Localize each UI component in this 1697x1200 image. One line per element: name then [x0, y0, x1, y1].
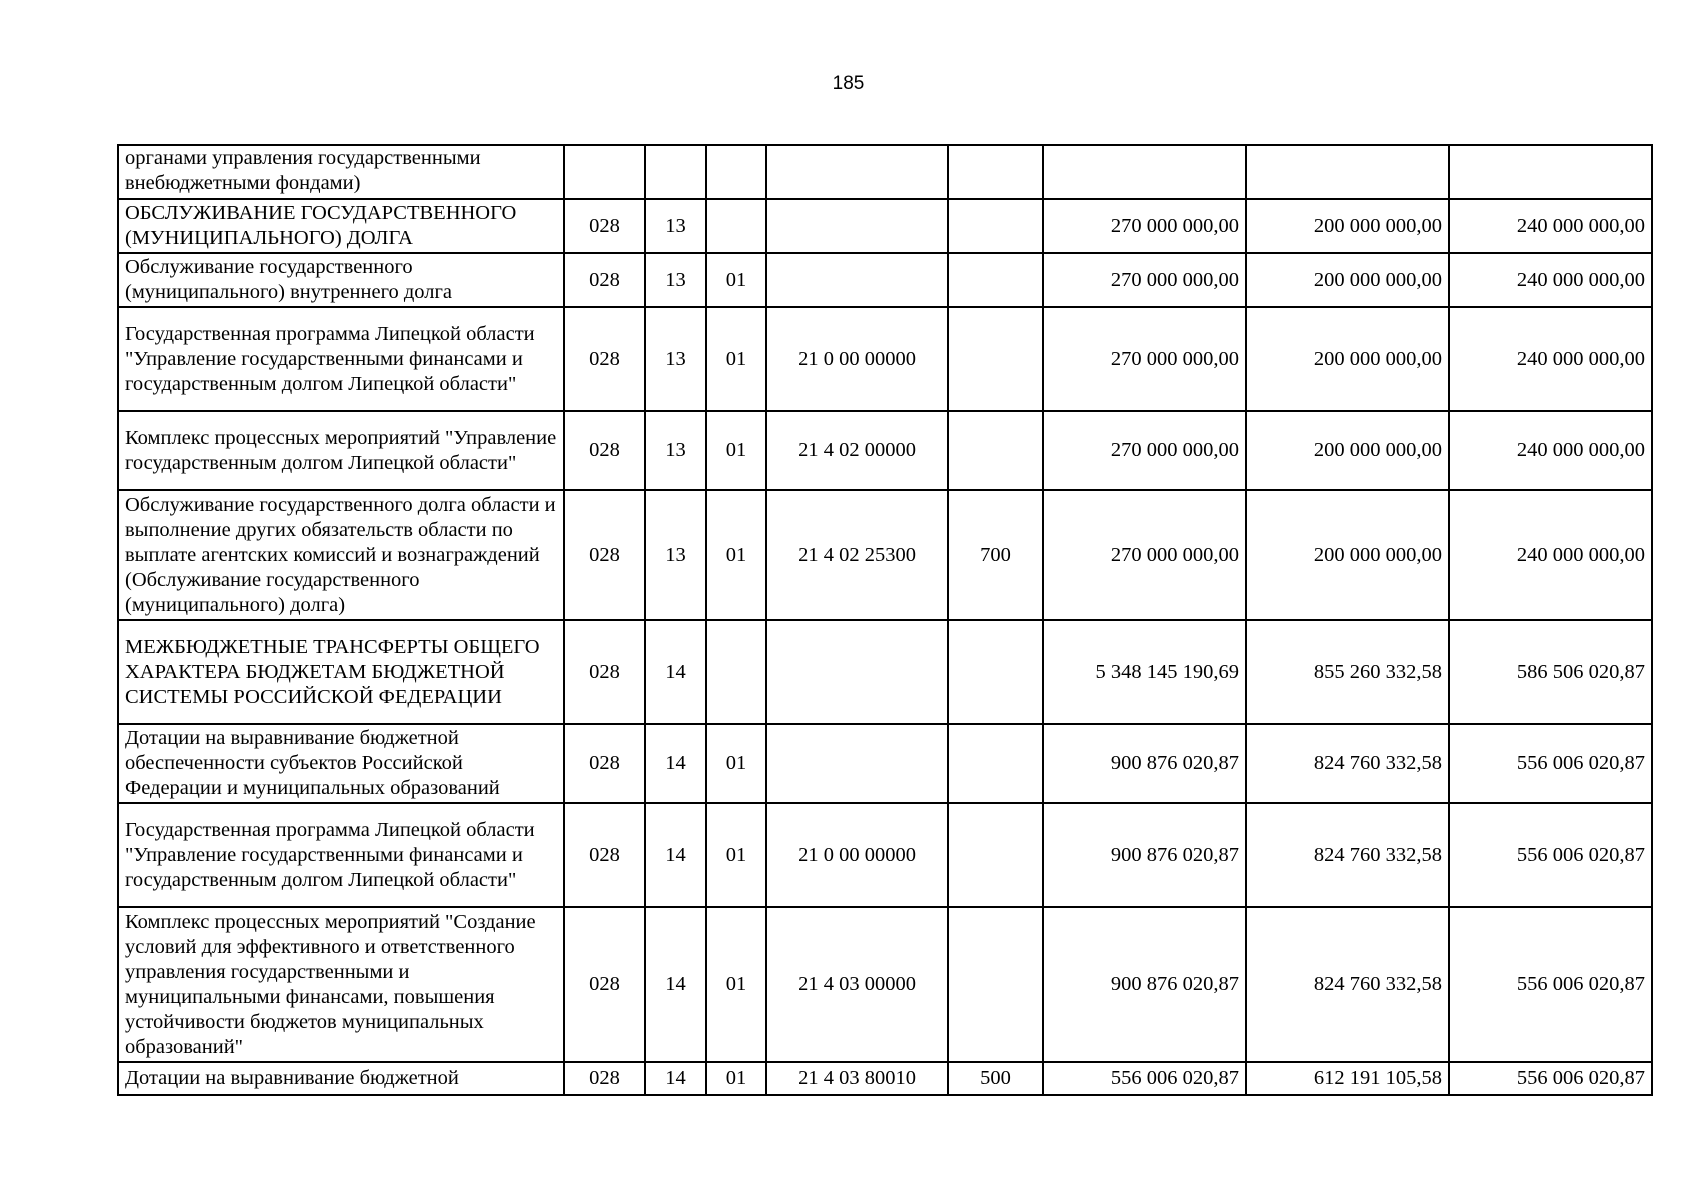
- cell-csr: 21 0 00 00000: [766, 803, 948, 907]
- cell-vr: 700: [948, 490, 1043, 620]
- cell-rz: [645, 145, 706, 199]
- cell-amount-2: 200 000 000,00: [1246, 411, 1449, 490]
- cell-gr: [564, 145, 645, 199]
- cell-amount-2: 200 000 000,00: [1246, 199, 1449, 253]
- cell-vr: [948, 724, 1043, 803]
- cell-amount-3: 240 000 000,00: [1449, 253, 1652, 307]
- budget-table: [117, 144, 1653, 1096]
- cell-amount-2: 200 000 000,00: [1246, 307, 1449, 411]
- row-name: ОБСЛУЖИВАНИЕ ГОСУДАРСТВЕННОГО (МУНИЦИПАЛЬНОГО) ДОЛГА: [118, 199, 564, 253]
- cell-gr: 028: [564, 1062, 645, 1095]
- cell-amount-3: 556 006 020,87: [1449, 907, 1652, 1062]
- cell-csr: 21 0 00 00000: [766, 307, 948, 411]
- cell-vr: [948, 803, 1043, 907]
- cell-pr: 01: [706, 803, 766, 907]
- table-row: [118, 145, 1652, 199]
- cell-pr: 01: [706, 411, 766, 490]
- cell-gr: 028: [564, 199, 645, 253]
- cell-csr: 21 4 02 00000: [766, 411, 948, 490]
- cell-amount-3: 556 006 020,87: [1449, 803, 1652, 907]
- cell-rz: 13: [645, 199, 706, 253]
- cell-amount-2: 824 760 332,58: [1246, 724, 1449, 803]
- cell-gr: 028: [564, 907, 645, 1062]
- cell-rz: 14: [645, 803, 706, 907]
- cell-amount-3: 586 506 020,87: [1449, 620, 1652, 724]
- cell-amount-1: 900 876 020,87: [1043, 724, 1246, 803]
- cell-amount-3: 556 006 020,87: [1449, 1062, 1652, 1095]
- cell-vr: 500: [948, 1062, 1043, 1095]
- row-name: Дотации на выравнивание бюджетной обеспеченности субъектов Российской Федерации и муниципальных образований: [118, 724, 564, 803]
- cell-rz: 13: [645, 411, 706, 490]
- row-name: МЕЖБЮДЖЕТНЫЕ ТРАНСФЕРТЫ ОБЩЕГО ХАРАКТЕРА БЮДЖЕТАМ БЮДЖЕТНОЙ СИСТЕМЫ РОССИЙСКОЙ ФЕДЕРАЦИИ: [118, 620, 564, 724]
- cell-gr: 028: [564, 620, 645, 724]
- cell-vr: [948, 411, 1043, 490]
- cell-amount-3: 240 000 000,00: [1449, 490, 1652, 620]
- cell-vr: [948, 307, 1043, 411]
- cell-gr: 028: [564, 724, 645, 803]
- table-row: [118, 253, 1652, 307]
- cell-csr: [766, 145, 948, 199]
- cell-gr: 028: [564, 411, 645, 490]
- cell-amount-1: 270 000 000,00: [1043, 411, 1246, 490]
- table-row: [118, 620, 1652, 724]
- row-name: Дотации на выравнивание бюджетной: [118, 1062, 564, 1095]
- cell-csr: [766, 620, 948, 724]
- cell-amount-1: [1043, 145, 1246, 199]
- cell-amount-2: 612 191 105,58: [1246, 1062, 1449, 1095]
- table-row: [118, 803, 1652, 907]
- cell-pr: [706, 620, 766, 724]
- cell-gr: 028: [564, 803, 645, 907]
- cell-amount-1: 270 000 000,00: [1043, 307, 1246, 411]
- table-row: [118, 724, 1652, 803]
- cell-amount-3: 240 000 000,00: [1449, 411, 1652, 490]
- cell-csr: [766, 253, 948, 307]
- cell-rz: 14: [645, 724, 706, 803]
- cell-amount-1: 556 006 020,87: [1043, 1062, 1246, 1095]
- table-row: [118, 1062, 1652, 1095]
- table-row: [118, 307, 1652, 411]
- cell-rz: 14: [645, 907, 706, 1062]
- row-name: органами управления государственными внебюджетными фондами): [118, 145, 564, 199]
- page-number: 185: [832, 73, 865, 94]
- cell-amount-3: 240 000 000,00: [1449, 307, 1652, 411]
- cell-amount-1: 900 876 020,87: [1043, 907, 1246, 1062]
- cell-rz: 13: [645, 490, 706, 620]
- cell-gr: 028: [564, 490, 645, 620]
- cell-amount-1: 5 348 145 190,69: [1043, 620, 1246, 724]
- cell-pr: 01: [706, 307, 766, 411]
- cell-vr: [948, 907, 1043, 1062]
- cell-csr: [766, 724, 948, 803]
- cell-rz: 14: [645, 620, 706, 724]
- cell-rz: 13: [645, 253, 706, 307]
- row-name: Комплекс процессных мероприятий "Управление государственным долгом Липецкой области": [118, 411, 564, 490]
- cell-pr: 01: [706, 1062, 766, 1095]
- cell-amount-2: 200 000 000,00: [1246, 253, 1449, 307]
- cell-pr: 01: [706, 907, 766, 1062]
- cell-gr: 028: [564, 307, 645, 411]
- cell-vr: [948, 199, 1043, 253]
- cell-amount-2: 200 000 000,00: [1246, 490, 1449, 620]
- table-row: [118, 907, 1652, 1062]
- cell-gr: 028: [564, 253, 645, 307]
- cell-csr: [766, 199, 948, 253]
- cell-amount-3: [1449, 145, 1652, 199]
- cell-amount-3: 240 000 000,00: [1449, 199, 1652, 253]
- cell-amount-2: 855 260 332,58: [1246, 620, 1449, 724]
- row-name: Государственная программа Липецкой области "Управление государственными финансами и государственным долгом Липецкой области": [118, 307, 564, 411]
- cell-amount-2: [1246, 145, 1449, 199]
- cell-amount-1: 270 000 000,00: [1043, 199, 1246, 253]
- row-name: Государственная программа Липецкой области "Управление государственными финансами и государственным долгом Липецкой области": [118, 803, 564, 907]
- cell-csr: 21 4 02 25300: [766, 490, 948, 620]
- cell-amount-3: 556 006 020,87: [1449, 724, 1652, 803]
- cell-pr: 01: [706, 253, 766, 307]
- cell-vr: [948, 253, 1043, 307]
- table-row: [118, 411, 1652, 490]
- table-row: [118, 199, 1652, 253]
- cell-vr: [948, 145, 1043, 199]
- cell-pr: 01: [706, 724, 766, 803]
- cell-amount-2: 824 760 332,58: [1246, 907, 1449, 1062]
- cell-csr: 21 4 03 00000: [766, 907, 948, 1062]
- cell-amount-1: 270 000 000,00: [1043, 253, 1246, 307]
- cell-amount-2: 824 760 332,58: [1246, 803, 1449, 907]
- row-name: Комплекс процессных мероприятий "Создание условий для эффективного и ответственного управления государственными и муниципальными финансами, повышения устойчивости бюджетов муниципальных образований": [118, 907, 564, 1062]
- cell-rz: 13: [645, 307, 706, 411]
- cell-pr: [706, 145, 766, 199]
- table-row: [118, 490, 1652, 620]
- cell-amount-1: 270 000 000,00: [1043, 490, 1246, 620]
- cell-csr: 21 4 03 80010: [766, 1062, 948, 1095]
- row-name: Обслуживание государственного (муниципального) внутреннего долга: [118, 253, 564, 307]
- cell-amount-1: 900 876 020,87: [1043, 803, 1246, 907]
- row-name: Обслуживание государственного долга области и выполнение других обязательств области по выплате агентских комиссий и вознаграждений (Обслуживание государственного (муниципального) долга): [118, 490, 564, 620]
- cell-pr: [706, 199, 766, 253]
- cell-pr: 01: [706, 490, 766, 620]
- cell-vr: [948, 620, 1043, 724]
- cell-rz: 14: [645, 1062, 706, 1095]
